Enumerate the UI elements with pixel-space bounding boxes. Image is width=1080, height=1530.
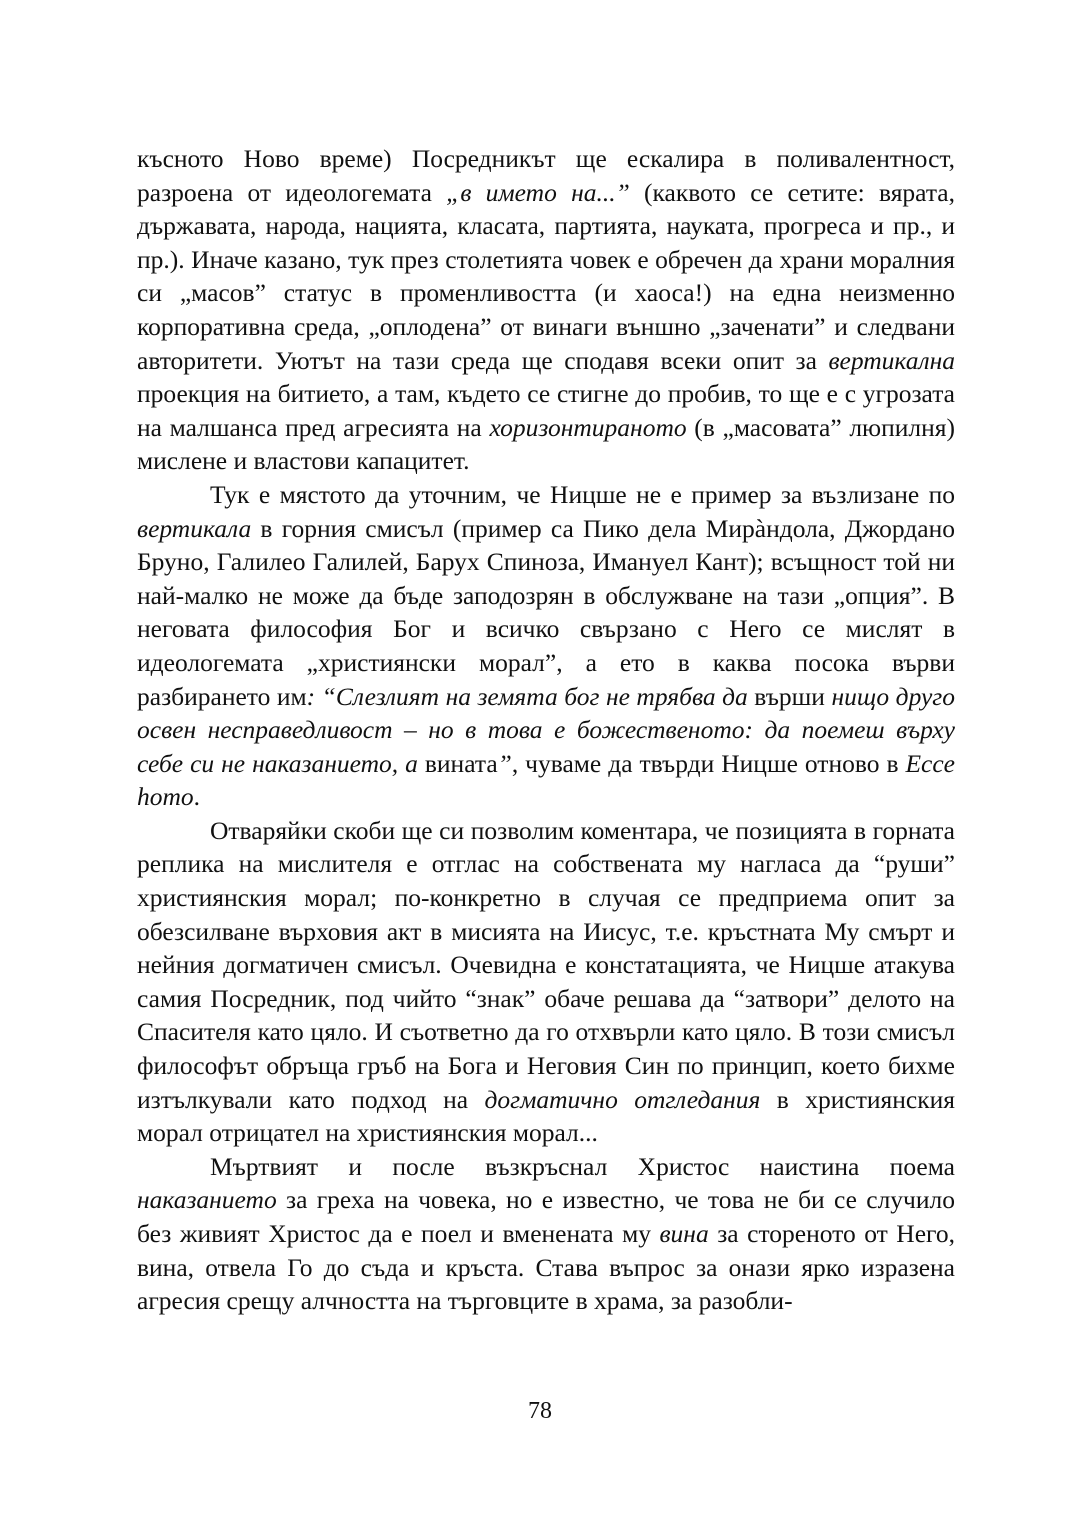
page-number: 78: [528, 1398, 552, 1424]
paragraph-2: Тук е мястото да уточним, че Ницше не е пример за възлизане по вертикала в горния смисъл (пример са Пико дела Мирàндола, Джордано Бруно, Галилео Галилей, Барух Спиноза, Имануел Кант); всъщност той ни най-малко не може да бъде заподозрян в обслужване на тази „опция”. В неговата философия Бог и всичко свързано с Него се мислят в идеологемата „християнски морал”, а ето в каква посока върви разбирането им: “Слезлият на земята бог не трябва да върши нищо друго освен несправедливост – но в това е божественото: да поемеш върху себе си не наказанието, а вината”, чуваме да твърди Ницше отново в Ecce homo.: [137, 479, 955, 812]
paragraph-3: Отваряйки скоби ще си позволим коментара, че позицията в горната реплика на мислителя е отглас на собствената му нагласа да “руши” християнския морал; по-конкретно в случая се предприема опит за обезсилване върховия акт в мисията на Иисус, т.е. кръстната Му смърт и нейния догматичен смисъл. Очевидна е констатацията, че Ницше атакува самия Посредник, под чийто “знак” обаче решава да “затвори” делото на Спасителя като цяло. И съответно да го отхвърли като цяло. В този смисъл философът обръща гръб на Бога и Неговия Син по принцип, което бихме изтълкували като подход на догматично отгледания в християнския морал отрицател на християнския морал...: [137, 815, 955, 1148]
body-text: [137, 142, 955, 1318]
paragraph-1: късното Ново време) Посредникът ще ескалира в поливалентност, разроена от идеологемата „в името на...” (каквото се сетите: вярата, държавата, народа, нацията, класата, партията, науката, прогреса и пр., и пр.). Иначе казано, тук през столетията човек е обречен да храни моралния си „масов” статус в променливостта (и хаоса!) на една неизменно корпоративна среда, „оплодена” от винаги външно „заченати” и следвани авторитети. Уютът на тази среда ще сподавя всеки опит за вертикална проекция на битието, а там, където се стигне до пробив, то ще е с угрозата на малшанса пред агресията на хоризонтираното (в „масовата” люпилня) мислене и властови капацитет.: [137, 144, 955, 476]
paragraph-4: Мъртвият и после възкръснал Христос наистина поема наказанието за греха на човека, но е известно, че това не би се случило без живият Христос да е поел и вменената му вина за стореното от Него, вина, отвела Го до съда и кръста. Става въпрос за онази ярко изразена агресия срещу алчността на търговците в храма, за разобли-: [137, 1151, 955, 1316]
